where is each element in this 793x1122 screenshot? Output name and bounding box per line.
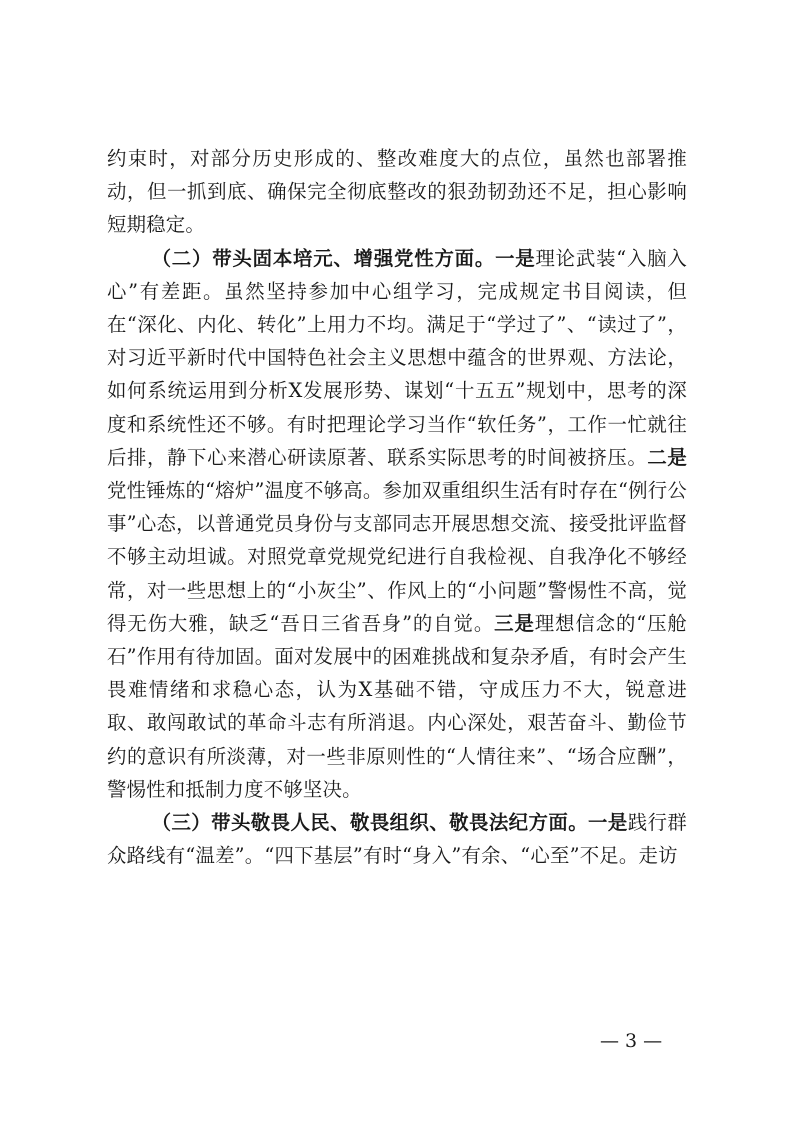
paragraph-text: 约束时，对部分历史形成的、整改难度大的点位，虽然也部署推动，但一抓到底、确保完全彻底整改的狠劲韧劲还不足，担心影响短期稳定。	[107, 147, 687, 237]
section-heading: （二）带头固本培元、增强党性方面。	[151, 246, 496, 270]
paragraph-continuation	[107, 142, 687, 242]
point-label: 二是	[647, 445, 687, 469]
point-label: 一是	[495, 246, 536, 270]
point-text: 理想信念的“压舱石”作用有待加固。面对发展中的困难挑战和复杂矛盾，有时会产生畏难情绪和求稳心态，认为X基础不错，守成压力不大，锐意进取、敢闯敢试的革命斗志有所消退。内心深处，艰苦奋斗、勤俭节约的意识有所淡薄，对一些非原则性的“人情往来”、“场合应酬”，警惕性和抵制力度不够坚决。	[107, 611, 687, 801]
paragraph-section-2	[107, 242, 687, 806]
page-number: — 3 —	[600, 1030, 663, 1052]
point-label: 三是	[494, 611, 535, 635]
point-text: 理论武装“入脑入心”有差距。虽然坚持参加中心组学习，完成规定书目阅读，但在“深化、内化、转化”上用力不均。满足于“学过了”、“读过了”，对习近平新时代中国特色社会主义思想中蕴含的世界观、方法论，如何系统运用到分析X发展形势、谋划“十五五”规划中，思考的深度和系统性还不够。有时把理论学习当作“软任务”，工作一忙就往后排，静下心来潜心研读原著、联系实际思考的时间被挤压。	[107, 246, 687, 469]
point-text: 党性锤炼的“熔炉”温度不够高。参加双重组织生活有时存在“例行公事”心态，以普通党员身份与支部同志开展思想交流、接受批评监督不够主动坦诚。对照党章党规党纪进行自我检视、自我净化不够经常，对一些思想上的“小灰尘”、作风上的“小问题”警惕性不高，觉得无伤大雅，缺乏“吾日三省吾身”的自觉。	[107, 479, 687, 635]
point-text: 践行群众路线有“温差”。“四下基层”有时“身入”有余、“心至”不足。走访	[107, 811, 688, 868]
point-label: 一是	[588, 811, 628, 835]
section-heading: （三）带头敬畏人民、敬畏组织、敬畏法纪方面。	[151, 811, 589, 835]
document-body	[107, 142, 687, 872]
paragraph-section-3	[107, 806, 687, 872]
